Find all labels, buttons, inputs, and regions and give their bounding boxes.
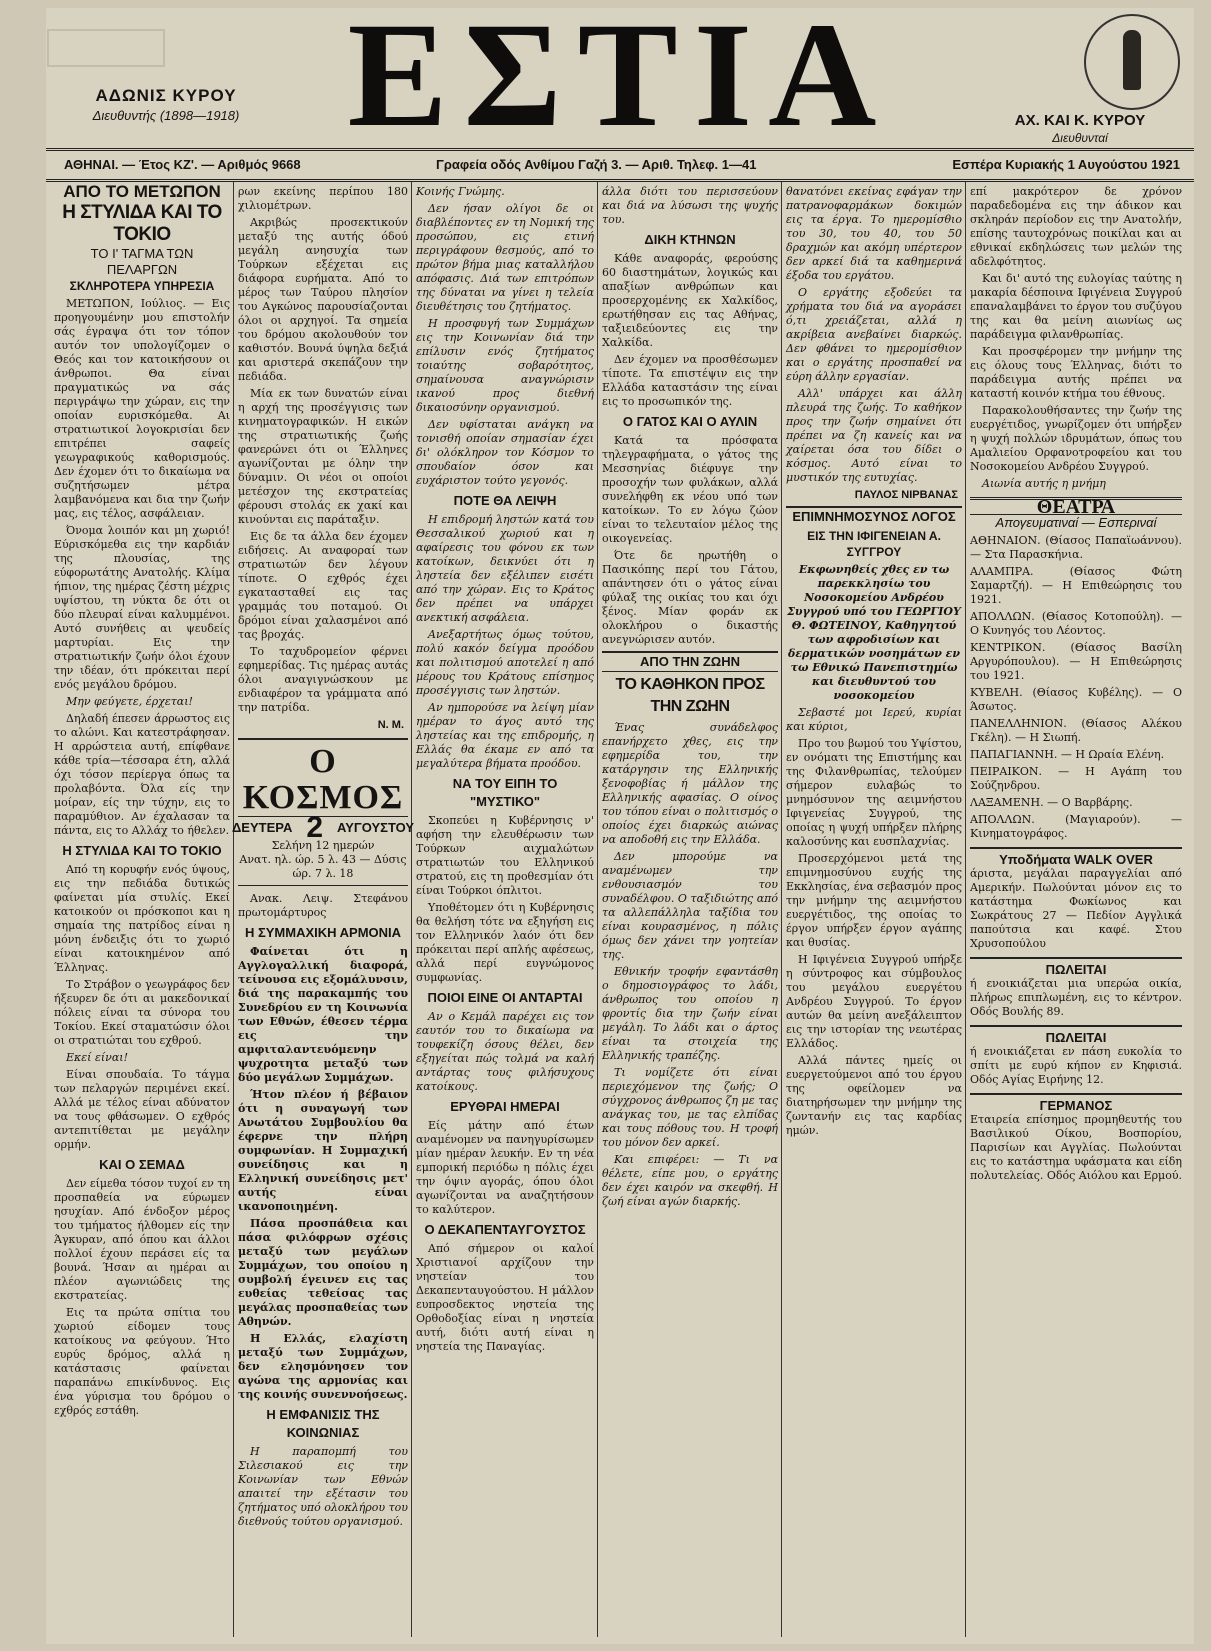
- paragraph: άλλα διότι του περισσεύουν και διά να λύσωσι της ψυχής του.: [602, 185, 778, 226]
- paragraph: Από σήμερον οι καλοί Χριστιανοί αρχίζουν την νηστείαν του Δεκαπενταυγούστου. Η μάλλον ευπροσδεκτος νηστεία της Ορθοδοξίας είναι η νηστεία αυτή, διότι αυτή είναι η νηστεία της Παναγίας.: [416, 1242, 594, 1353]
- subheadline: ΤΟ Ι' ΤΑΓΜΑ ΤΩΝ ΠΕΛΑΡΓΩΝ: [90, 246, 194, 277]
- paragraph: Ανεξαρτήτως όμως τούτου, πολύ κακόν δείγμα προόδου και πολιτισμού αποτελεί η από μέρους του Κράτους επίσημος προσέγγισις των ληστών.: [416, 628, 594, 697]
- section-heading: ΕΠΙΜΝΗΜΟΣΥΝΟΣ ΛΟΓΟΣ: [786, 506, 962, 526]
- theatre-listing: ΑΛΑΜΠΡΑ. (Θίασος Φώτη Σαμαρτζή). — Η Επιθεώρησις του 1921.: [970, 565, 1182, 606]
- paragraph: Ο εργάτης εξοδεύει τα χρήματα του διά να αγοράσει ό,τι χρειάζεται, αλλά η ακρίβεια ανεβαίνει διαρκώς. Δεν φθάνει το ημερομίσθιον και ο εργάτης προσπαθεί να εύρη άλλην εργασίαν.: [786, 286, 962, 383]
- paragraph: Αν ο Κεμάλ παρέχει εις τον εαυτόν του το δικαίωμα να τουφεκίζη όσους θέλει, δεν εξηγείται πώς τολμά να καλή αντάρτας τους φιλήσυχους κατοίκους.: [416, 1010, 594, 1093]
- author-initials: Ν. Μ.: [377, 719, 404, 731]
- section-heading: Η ΣΥΜΜΑΧΙΚΗ ΑΡΜΟΝΙΑ: [244, 925, 402, 940]
- ad-heading: Υποδήματα WALK OVER: [999, 852, 1153, 867]
- paragraph: Παρακολουθήσαντες την ζωήν της ευεργέτιδος, γνωρίζομεν ότι υπήρξεν η ψυχή πολλών ιδρυμάτων, όπως του Αμαλιείου Ορφανοτροφείου και του Νοσοκομείου Ανδρέου Συγγρού.: [970, 404, 1182, 473]
- paragraph: Κατά τα πρόσφατα τηλεγραφήματα, ο γάτος της Μεσσηνίας διέφυγε την προσοχήν των φυλάκων, αλλά συνελήφθη εκ νέου υπό των κατοίκων. Το εν λόγω ζώον είναι το τελευταίον μέλος της οικογενείας.: [602, 434, 778, 545]
- paragraph: Δηλαδή έπεσεν άρρωστος εις το αλώνι. Και κατεστράφησαν. Η αρρώστεια αυτή, επίφθανε κάθε τρία—τέσσαρα έτη, αλλά όχι τόσον περίεργα όπως τα προλαβόντα. Όλα είς την μοίραν, είς την τύχην, εις το παραμύθιον. Αν έχαλασαν τα πάντα, εις το Αλλάχ το ήθελεν.: [54, 712, 230, 837]
- paragraph: θανατόνει εκείνας εφάγαν την πατρανοφαρμάκων δοκιμών εις τα έργα. Το ημερομίσθιο του 30, του 40, του 50 δραχμών και ακόμη υπέρτερον δεν αρκεί διά τα καθημερινά έξοδα του εργάτου.: [786, 185, 962, 282]
- paragraph: Εκεί είναι!: [66, 1051, 129, 1064]
- paragraph: Ανακ. Λειψ. Στεφάνου πρωτομάρτυρος: [238, 892, 408, 919]
- paragraph: Αλλ' υπάρχει και άλλη πλευρά της ζωής. Το καθήκον προς την ζωήν σημαίνει ότι πρέπει να ζη κανείς και να χαίρεται όσα του δίδει ο κόσμος. Αυτό είναι το μυστικόν της ευτυχίας.: [786, 387, 962, 484]
- ad-text: άριστα, μεγάλαι παραγγελίαι από Αμερικήν. Πωλούνται μόνον εις το κατάστημα Φωκίωνος και Σωκράτους 27 — Πεδίον Αγγλικά παπούτσια και καφέ. Στου Χρυσοπούλου: [970, 867, 1182, 950]
- section-heading: ΕΡΥΘΡΑΙ ΗΜΕΡΑΙ: [450, 1099, 560, 1114]
- section-heading: Ο ΔΕΚΑΠΕΝΤΑΥΓΟΥΣΤΟΣ: [424, 1222, 586, 1237]
- ad-text: ή ενοικιάζεται μια υπερώα οικία, πλήρως επιπλωμένη, εις το κέντρον. Οδός Βουλής 89.: [970, 977, 1182, 1018]
- paragraph: Κάθε αναφοράς, φερούσης 60 διαστημάτων, λογικώς και απαξίων ανθρώπων και προσερχομένης εκ Χαλκίδος, ερωτήθησαν εις τας Αθήνας, ταξιειδεύοντες εις την Χαλκίδα.: [602, 252, 778, 349]
- kosmos-title: Ο ΚΟΣΜΟΣ: [238, 744, 408, 817]
- theatre-listing: ΠΑΠΑΓΙΑΝΝΗ. — Η Ωραία Ελένη.: [970, 748, 1165, 761]
- theatre-listing: ΑΠΟΛΛΩΝ. (Μαγιαρούν). — Κινηματογράφος.: [970, 813, 1182, 840]
- advertisement: [970, 847, 1182, 951]
- theatre-listing: ΠΕΙΡΑΙΚΟΝ. — Η Αγάπη του Σούζηνδρου.: [970, 765, 1182, 792]
- paragraph: Εις τα πρώτα σπίτια του χωριού είδομεν τους κατοίκους να φεύγουν. Ήτο ευρύς δρόμος, αλλά η κατάστασις φαίνεται παραπάνω επικίνδυνος. Εις ένα γύρισμα του δρόμου ο εχθρός εστάθη.: [54, 1306, 230, 1417]
- theatre-listing: ΚΕΝΤΡΙΚΟΝ. (Θίασος Βασίλη Αργυρόπουλου). — Η Επιθεώρησις του 1921.: [970, 641, 1182, 682]
- column-rule: [411, 182, 412, 1637]
- theatre-listing: ΠΑΝΕΛΛΗΝΙΟΝ. (Θίασος Αλέκου Γκέλη). — Η Σιωπή.: [970, 717, 1182, 744]
- headline-main: Η ΣΤΥΛΙΔΑ ΚΑΙ ΤΟ ΤΟΚΙΟ: [62, 202, 222, 245]
- author-signature: ΠΑΥΛΟΣ ΝΙΡΒΑΝΑΣ: [854, 489, 958, 501]
- masthead-directors: [980, 112, 1180, 145]
- paragraph: Εθνικήν τροφήν εφαντάσθη ο δημοσιογράφος το λάδι, άνθρωπος του οποίου η φροντίς δια την ζωήν είναι μεγάλη. Το λάδι και ο άρτος είναι τα στοιχεία της Ελληνικής τραπέζης.: [602, 965, 778, 1062]
- paragraph: Δεν υφίσταται ανάγκη να τονισθή οποίαν σημασίαν έχει δι' ολόκληρον τον Κόσμον το σπουδαίον όσον και ευχάριστον τούτο γεγονός.: [416, 418, 594, 487]
- paragraph: Κοινής Γνώμης.: [416, 185, 505, 198]
- advertisement: [970, 1025, 1182, 1087]
- column-rule: [781, 182, 782, 1637]
- paragraph: ρων εκείνης περίπου 180 χιλιομέτρων.: [238, 185, 408, 212]
- subheadline-small: ΕΙΣ ΤΗΝ ΙΦΙΓΕΝΕΙΑΝ Α. ΣΥΓΓΡΟΥ: [807, 529, 941, 559]
- directors-role: Διευθυνταί: [1052, 131, 1108, 145]
- paragraph: Προσερχόμενοι μετά της επιμνημοσύνου ευχής της Εκκλησίας, ένα σεβασμόν προς την μνήμην της αειμνήστου ευεργέτιδος, της οποίας το έργον υπήρξεν έργον αγάπης και θυσίας.: [786, 852, 962, 949]
- section-heading: ΔΙΚΗ ΚΤΗΝΩΝ: [644, 232, 736, 247]
- paragraph: Η Ιφιγένεια Συγγρού υπήρξε η σύντροφος και σύμβουλος του μεγάλου ευεργέτου Ανδρέου Συγγρού. Το έργον αυτών θα μείνη ανεξάλειπτον εις την ιστορίαν της νεωτέρας Ελλάδος.: [786, 953, 962, 1050]
- newspaper-page: [46, 0, 1194, 1644]
- paragraph: Υποθέτομεν ότι η Κυβέρνησις θα θελήση τότε να εξηγήση εις τον Ελληνικόν λαόν ότι δεν πρόκειται περί απλής αφέσεως, αλλά περί ευγνώμονος συμφωνίας.: [416, 901, 594, 984]
- paragraph: Εκφωνηθείς χθες εν τω παρεκκλησίω του Νοσοκομείου Ανδρέου Συγγρού υπό του ΓΕΩΡΓΙΟΥ Θ. ΦΩΤΕΙΝΟΥ, Καθηγητού των αφροδισίων και δερματικών νοσημάτων εν τω Εθνικώ Πανεπιστημίω και διευθυντού του νοσοκομείου: [787, 563, 961, 702]
- paragraph: Το Στράβον ο γεωγράφος δεν ήξευρεν δε ότι αι μακεδονικαί πόλεις είναι τα σύνορα του Τοκίου. Εκεί σταματώσιν όλοι οι στρατιώται του εχθρού.: [54, 978, 230, 1047]
- column-1: [54, 182, 230, 1637]
- section-heading: Ο ΓΑΤΟΣ ΚΑΙ Ο ΑΥΛΙΝ: [622, 414, 758, 429]
- paragraph: Είναι σπουδαία. Το τάγμα των πελαργών περιμένει εκεί. Αλλά με τέλος είναι αδύνατον να τους φθάσωμεν. Ο εχθρός αντεπιτίθεται με μεγάλην ορμήν.: [54, 1068, 230, 1151]
- paragraph: Όνομα λοιπόν και μη χωριό! Εύρισκόμεθα εις την καρδιάν της πλουσίας, της εύφορωτάτης Ανατολής. Κλίμα ήπιον, της ημέρας ζέστη μέχρις υψίστου, τη νύκτα δε ότι οι δύο πλευραί είναι καλυμμένοι. Αυτό συνήθεις αι ψευδείς μαρτυρίαι. Εις την στρατιωτικήν ζωήν όλοι έχουν την ιδέαν, ότι πρόκειται περί ενός μεγάλου δρόμου.: [54, 524, 230, 691]
- paragraph: Εις δε τα άλλα δεν έχομεν ειδήσεις. Αι αναφοραί των στρατιωτών δεν λέγουν τίποτε. Ο εχθρός έχει εγκατασταθεί εις τας γραμμάς του ποταμού. Οι δρόμοι είναι χαλασμένοι από τας βροχάς.: [238, 530, 408, 641]
- kosmos-box: [231, 738, 415, 886]
- paragraph: Από τη κορυφήν ενός ύψους, εις την πεδιάδα δυτικώς φαίνεται μία στυλίς. Εκεί κατοικούν οι πρόσκοποι και η σημαία της πατρίδος είναι η μόνη ένδειξις ότι το χωριό είναι κατοικημένον από Έλληνας.: [54, 863, 230, 974]
- paragraph: ΜΕΤΩΠΟΝ, Ιούλιος. — Εις προηγουμένην μου επιστολήν σάς έγραψα ότι τον τόπον αυτόν τον υπολογίζομεν ο Θεός και τον κατοικήσουν οι άνθρωποι. Θα είναι πραγματικώς να σάς περιγράψω την χώραν, εις την οποίαν ευρισκόμεθα. Αι στρατιωτικοί λογοκρισίαι δεν επιτρέπει σαφείς γεωγραφικούς καθορισμούς. Δεν έχομεν ότι το δικαίωμα να συζητήσωμεν μέτρα λαμβανόμενα και δια την ζωήν μας, εις τέλος, ασφάλειαν.: [54, 297, 230, 520]
- ad-heading: ΠΩΛΕΙΤΑΙ: [1045, 962, 1107, 977]
- founder-name: ΑΔΩΝΙΣ ΚΥΡΟΥ: [95, 86, 237, 105]
- paragraph: Δεν μπορούμε να αναμένωμεν την ενθουσιασμόν του συναδέλφου. Ο ταξιδιώτης από τα αλλεπάλληλα ταξίδια του είναι κουρασμένος, η πόλις όμως δεν χάνει την γοητείαν της.: [602, 850, 778, 961]
- paragraph: Φαίνεται ότι η Αγγλογαλλική διαφορά, τείνουσα εις εξομάλυνσιν, διά της παρακαμπής του Συνεδρίου εν τη Κοινωνία των Εθνών, έθεσεν τέρμα εις την αμφιταλαντευόμενην ψυχροτητα μεταξύ των δύο μεγάλων Συμμάχων.: [238, 945, 408, 1084]
- paragraph: Η προσφυγή των Συμμάχων εις την Κοινωνίαν διά την επίλυσιν ενός ζητήματος τοιαύτης σοβαρότητος, σημαίνουσα αναγνώρισιν ικανού προς διεθνή δικαιοσύνην οργανισμού.: [416, 317, 594, 414]
- paragraph: Και επιφέρει: — Τι να θέλετε, είπε μου, ο εργάτης δεν έχει καιρόν να σκεφθή. Η ζωή είναι αγών διαρκής.: [602, 1153, 778, 1208]
- section-heading: ΠΟΙΟΙ ΕΙΝΕ ΟΙ ΑΝΤΑΡΤΑΙ: [427, 990, 583, 1005]
- ad-heading: ΓΕΡΜΑΝΟΣ: [1039, 1098, 1113, 1113]
- section-heading: ΚΑΙ Ο ΣΕΜΑΔ: [99, 1157, 185, 1172]
- paragraph: επί μακρότερον δε χρόνον παραδεδομένα εις την άδικον και σκληράν περίοδον εις την Ανατολήν, επίσης ταυτοχρόνως ποικίλαι και αι εθνικαί εκδηλώσεις των μελών της αδελφότητος.: [970, 185, 1182, 268]
- masthead-title: ΕΣΤΙΑ: [347, 0, 893, 158]
- paragraph: Και προσφέρομεν την μνήμην της εις όλους τους Έλληνας, διότι το παράδειγμα αυτής πρέπει να καταστή κοινόν κτήμα του έθνους.: [970, 345, 1182, 400]
- paragraph: Τι νομίζετε ότι είναι περιεχόμενον της ζωής; Ο σύγχρονος άνθρωπος ζη με τας ανάγκας του, με τας ελπίδας και τους πόθους του. Η τροφή του μόνον δεν αρκεί.: [602, 1066, 778, 1149]
- paragraph: Η Ελλάς, ελαχίστη μεταξύ των Συμμάχων, δεν ελησμόνησεν τον αγώνα της αρμονίας και της κοινής συνεννοήσεως.: [238, 1332, 408, 1401]
- kosmos-month: ΑΥΓΟΥΣΤΟΥ: [337, 820, 415, 835]
- ad-text: Εταιρεία επίσημος προμηθευτής του Βασιλικού Οίκου, Βοσπορίου, Παρισίων και Αγγλίας. Πωλούνται εις το κατάστημα υφάσματα και είδη πολυτελείας. Οδός Αιόλου και Ερμού.: [970, 1113, 1183, 1182]
- column-rule: [965, 182, 966, 1637]
- paragraph: Και δι' αυτό της ευλογίας ταύτης η μακαρία δέσποινα Ιφιγένεια Συγγρού επαναλαμβάνει το έργον του συζύγου της και θα μείνη αιωνίως ως παράδειγμα φιλανθρωπίας.: [970, 272, 1182, 341]
- paragraph: Προ του βωμού του Υψίστου, εν ονόματι της Επιστήμης και της Φιλανθρωπίας, τελούμεν σήμερον ευλαβώς το μνημόσυνον της αειμνήστου Ιφιγενείας Συγγρού, της οποίας η ψυχή υπήρξεν πλήρης καλοσύνης και ευσπλαχνίας.: [786, 737, 962, 848]
- paragraph: Μην φεύγετε, έρχεται!: [66, 695, 193, 708]
- paragraph: Ένας συνάδελφος επανήρχετο χθες, εις την εφημερίδα του, την κατάργησιν της Ελληνικής ξενοφοβίας ή μάλλον της Ελληνικής αφασίας. Ο οίνος του τόπου είναι ο πολιτισμός ο οποίος έχει διαρκώς αιώνας να αποδοθή εις την Ελλάδα.: [602, 721, 778, 846]
- theatre-listing: ΑΘΗΝΑΙΟΝ. (Θίασος Παπαϊωάννου). — Στα Παρασκήνια.: [970, 534, 1182, 561]
- paragraph: Πάσα προσπάθεια και πάσα φιλόφρων σχέσις μεταξύ των μεγάλων Συμμάχων, του οποίου η συμβολή έγεινεν εις τας ευθείας τεθείσας τας μεγάλας προσπαθείας των Αθηνών.: [238, 1217, 408, 1328]
- paragraph: Δεν έχομεν να προσθέσωμεν τίποτε. Τα επιστέψιν εις την Ελλάδα καταστάσιν της είναι εις το προσωπικόν της.: [602, 353, 778, 408]
- paragraph: Μία εκ των δυνατών είναι η αρχή της προσέγγισις των κινηματογραφικών. Η εικών της στρατιωτικής ζωής φανερώνει ότι οι Έλληνες αγωνίζονται με όλην την δύναμιν. Οι νέοι οι οποίοι μετέσχον της εκστρατείας φέρουσι στολάς εκ χακί και κινούνται εις παράταξιν.: [238, 387, 408, 526]
- dateline-issue: ΑΘΗΝΑΙ. — Έτος ΚΖ'. — Αριθμός 9668: [64, 157, 301, 172]
- kosmos-date: [231, 811, 415, 844]
- library-stamp-icon: [1084, 14, 1180, 110]
- subheadline-small: ΣΚΛΗΡΟΤΕΡΑ ΥΠΗΡΕΣΙΑ: [69, 279, 215, 293]
- paragraph: Αιωνία αυτής η μνήμη: [982, 477, 1106, 490]
- paragraph: Σκοπεύει η Κυβέρνησις ν' αφήση την ελευθέρωσιν των Τούρκων αιχμαλώτων στρατιωτών του Ελληνικού στρατού, εις τη προθεσμίαν ότι είναι Τούρκοι όπλιτοι.: [416, 814, 594, 897]
- kosmos-day: ΔΕΥΤΕΡΑ: [231, 820, 293, 835]
- section-heading: Η ΕΜΦΑΝΙΣΙΣ ΤΗΣ ΚΟΙΝΩΝΙΑΣ: [266, 1407, 380, 1440]
- paragraph: Σεβαστέ μοι Ιερεύ, κυρίαι και κύριοι,: [786, 706, 962, 733]
- dateline-bar: [46, 148, 1194, 182]
- dateline-date: Εσπέρα Κυριακής 1 Αυγούστου 1921: [952, 157, 1180, 172]
- section-heading: ΠΟΤΕ ΘΑ ΛΕΙΨΗ: [453, 493, 557, 508]
- column-6: [970, 182, 1182, 1637]
- masthead-founder: [66, 86, 266, 123]
- column-rule: [597, 182, 598, 1637]
- headline-article: ΤΟ ΚΑΘΗΚΟΝ ΠΡΟΣ ΤΗΝ ΖΩΗΝ: [615, 676, 765, 715]
- section-heading: ΝΑ ΤΟΥ ΕΙΠΗ ΤΟ "ΜΥΣΤΙΚΟ": [452, 776, 558, 809]
- advertisement: [970, 1093, 1182, 1183]
- section-heading: ΑΠΟ ΤΗΝ ΖΩΗΝ: [602, 651, 778, 672]
- theatre-listing: ΑΠΟΛΛΩΝ. (Θίασος Κοτοπούλη). — Ο Κυνηγός του Λέοντος.: [970, 610, 1182, 637]
- paragraph: Αν ημπορούσε να λείψη μίαν ημέραν το άγος αυτό της ληστείας και της επιδρομής, η Ελλάς θα έκαμε εν από τα μεγαλύτερα βήματα προόδου.: [416, 701, 594, 770]
- dateline-office: Γραφεία οδός Ανθίμου Γαζή 3. — Αριθ. Τηλεφ. 1—41: [436, 157, 757, 172]
- paragraph: Δεν είμεθα τόσον τυχοί εν τη προσπαθεία να εύρωμεν ησυχίαν. Από ένδοξον μέρος του τμήματος ήλθομεν είς την Άγκυραν, από όπου και άλλοι πολλοί έχουν περάσει είς τα βουνά. Ήσαν αι ημέραι αι πλέον αγωνιώδεις της εκστρατείας.: [54, 1177, 230, 1302]
- paragraph: Το ταχυδρομείον φέρνει εφημερίδας. Τις ημέρας αυτάς όλοι αναγιγνώσκουν με ενδιαφέρον τα γράμματα από την πατρίδα.: [238, 645, 408, 714]
- headline-front: ΑΠΟ ΤΟ ΜΕΤΩΠΟΝ: [63, 182, 221, 201]
- column-4: [602, 182, 778, 1637]
- theatre-listing: ΚΥΒΕΛΗ. (Θίασος Κυβέλης). — Ο Άσωτος.: [970, 686, 1182, 713]
- paragraph: Η παραπομπή του Σιλεσιακού εις την Κοινωνίαν των Εθνών απαιτεί την εξέτασιν του ζητήματος υπό ολοκλήρου του διεθνούς τούτου οργανισμού.: [238, 1445, 408, 1528]
- paragraph: Ήτον πλέον ή βέβαιον ότι η συναγωγή των Ανωτάτου Συμβουλίου θα έφερνε την πλήρη συμφωνίαν. Η Συμμαχική συνείδησις και η Ελληνική συνείδησις μετ' αυτής είναι ικανοποιημένη.: [238, 1088, 408, 1213]
- column-2: [231, 182, 415, 1637]
- column-3: [416, 182, 594, 1637]
- section-heading: Η ΣΤΥΛΙΔΑ ΚΑΙ ΤΟ ΤΟΚΙΟ: [62, 843, 222, 858]
- paragraph: Ακριβώς προσεκτικούν μεταξύ της αυτής όδού μεγάλη ανησυχία των Τούρκων εξέχεται εις διάφορα ευρήματα. Από το μέρος των Ταύρου πλησίον του Αγκώνος παρουσίαζονται όλοι οι αρχηγοί. Τα σημεία του δρόμου ακολουθούν τον καθιστόν. Βουνά ύψηλα δεξιά και αριστερά σκεπάζουν την πεδιάδα.: [238, 216, 408, 383]
- kosmos-day-number: 2: [306, 811, 324, 844]
- paragraph: Ότε δε ηρωτήθη ο Πασικόπης περί του Γάτου, απάντησεν ότι ο γάτος είναι φύλαξ της οικίας του και όχι ξένος. Μίαν φοράν εκ ολοκλήρου ο δικαστής ανεγνώρισεν αυτόν.: [602, 549, 778, 646]
- paragraph: Είς μάτην από έτων αναμένομεν να πανηγυρίσωμεν μίαν ημέραν λευκήν. Εν τη νέα εμπορική περιόδω η πόλις έχει την όψιν αγοράς, όπου όλοι αγωνίζονται να αναζητήσουν το καλύτερον.: [416, 1119, 594, 1216]
- column-rule: [233, 182, 234, 1637]
- directors-name: ΑΧ. ΚΑΙ Κ. ΚΥΡΟΥ: [1014, 112, 1146, 129]
- paragraph: Αλλά πάντες ημείς οι ευεργετούμενοι από του έργου της οφείλομεν να διατηρήσωμεν την μνήμην της ζωντανήν εις τας καρδίας ημών.: [786, 1054, 962, 1137]
- paragraph: Η επιδρομή ληστών κατά του Θεσσαλικού χωριού και η αφαίρεσις του φόνου εκ των κατοίκων, δεικνύει ότι η ληστεία δεν εξέλιπεν εισέτι από την χώραν. Εις το Κράτος δεν πρέπει να υπάρχει ανεκτική ασφάλεια.: [416, 513, 594, 624]
- founder-role: Διευθυντής (1898—1918): [92, 108, 240, 123]
- kosmos-moon: Σελήνη 12 ημερών: [271, 839, 375, 852]
- statue-icon: [1123, 30, 1141, 90]
- advertisement: [970, 957, 1182, 1019]
- kosmos-sun: Ανατ. ηλ. ώρ. 5 λ. 43 — Δύσις ώρ. 7 λ. 18: [239, 853, 407, 880]
- theatre-listing: ΛΑΞΑΜΕΝΗ. — Ο Βαρβάρης.: [970, 796, 1133, 809]
- column-5: [786, 182, 962, 1637]
- theatres-subheading: Απογευματιναί — Εσπεριναί: [995, 515, 1157, 530]
- theatres-heading: ΘΕΑΤΡΑ: [970, 497, 1182, 515]
- ad-text: ή ενοικιάζεται εν πάση ευκολία το σπίτι με ευρύ κήπον εν Κηφισιά. Οδός Αγίας Ειρήνης 12.: [970, 1045, 1182, 1086]
- paragraph: Δεν ήσαν ολίγοι δε οι διαβλέποντες εν τη Νομική της προσώπου, εις ετινή περιγράφουν θεσμούς, από το πρώτον βήμα μιας καταλλήλου απόφασις. Διά των επιτρόπων της δύναται να γίνει η τελεία διευθέτησις του ζητήματος.: [416, 202, 594, 313]
- ad-heading: ΠΩΛΕΙΤΑΙ: [1045, 1030, 1107, 1045]
